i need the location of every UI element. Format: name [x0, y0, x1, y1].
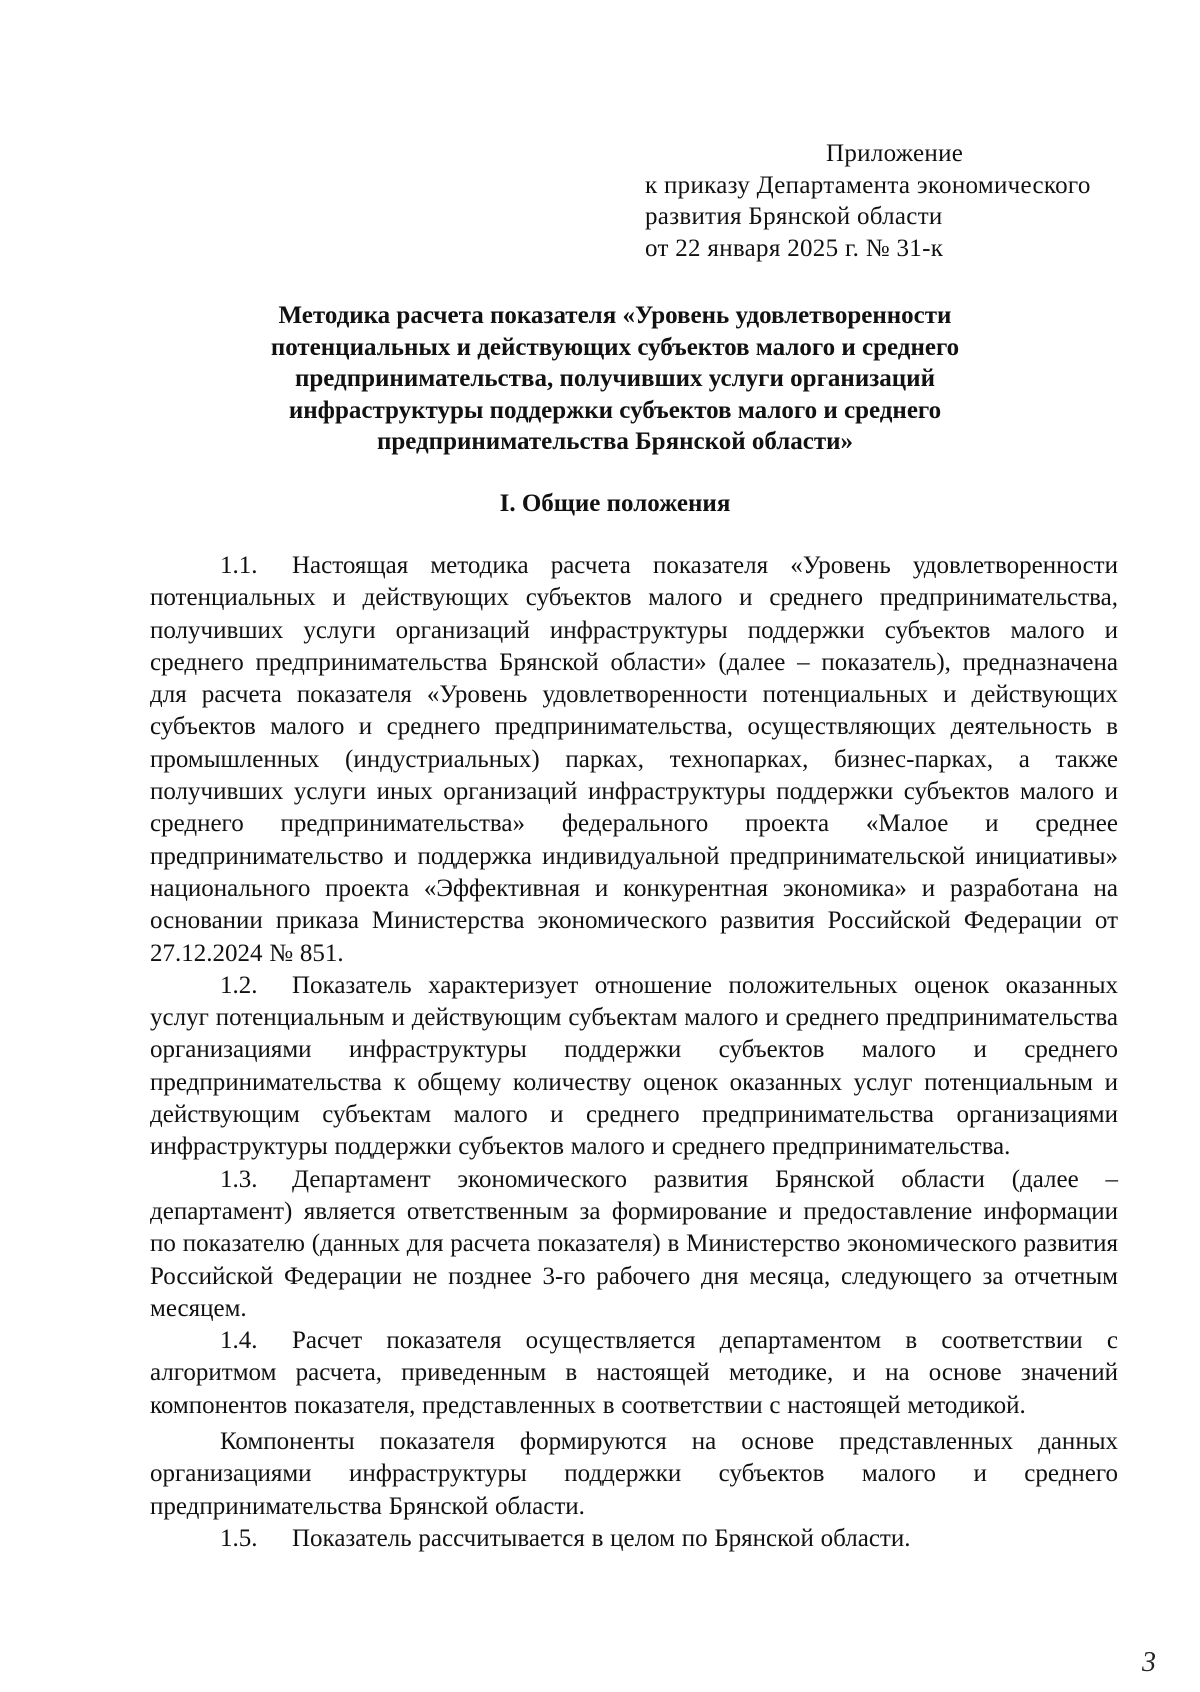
title-line: предпринимательства, получивших услуги организаций: [294, 365, 935, 392]
title-line: потенциальных и действующих субъектов малого и среднего: [270, 333, 960, 361]
appendix-order-line: к приказу Департамента экономического: [645, 171, 1091, 199]
paragraph-number: 1.2.: [220, 971, 258, 999]
paragraph-text: Показатель рассчитывается в целом по Брянской области.: [292, 1524, 911, 1552]
title-line: инфраструктуры поддержки субъектов малого и среднего: [288, 396, 942, 424]
appendix-label: Приложение: [826, 140, 964, 167]
appendix-date-line: от 22 января 2025 г. № 31-к: [645, 234, 944, 262]
paragraph-text: Департамент экономического развития Брянской области (далее – департамент) является ответственным за формирование и предоставление информации по показателю (данных для расчета показателя) в Министерство экономического развития Российской Федерации не позднее 3-го рабочего дня месяца, следующего за отчетным месяцем.: [150, 1165, 1118, 1322]
paragraph-components: [150, 1426, 1118, 1523]
paragraph-1-5: [150, 1523, 1118, 1555]
paragraph-number: 1.5.: [220, 1524, 258, 1552]
page-number: 3: [1142, 1647, 1156, 1678]
paragraph-1-3: [150, 1164, 1118, 1325]
paragraph-text: Настоящая методика расчета показателя «Уровень удовлетворенности потенциальных и действующих субъектов малого и среднего предпринимательства, получивших услуги организаций инфраструктуры поддержки субъектов малого и среднего предпринимательства Брянской области» (далее – показатель), предназначена для расчета показателя «Уровень удовлетворенности потенциальных и действующих субъектов малого и среднего предпринимательства, осуществляющих деятельность в промышленных (индустриальных) парках, технопарках, бизнес-парках, а также получивших услуги иных организаций инфраструктуры поддержки субъектов малого и среднего предпринимательства» федерального проекта «Малое и среднее предпринимательство и поддержка индивидуальной предпринимательской инициативы» национального проекта «Эффективная и конкурентная экономика» и разработана на основании приказа Министерства экономического развития Российской Федерации от 27.12.2024 № 851.: [150, 552, 1118, 967]
paragraph-text: Показатель характеризует отношение положительных оценок оказанных услуг потенциальным и действующим субъектам малого и среднего предпринимательства организациями инфраструктуры поддержки субъектов малого и среднего предпринимательства к общему количеству оценок оказанных услуг потенциальным и действующим субъектам малого и среднего предпринимательства организациями инфраструктуры поддержки субъектов малого и среднего предпринимательства.: [150, 971, 1118, 1161]
paragraph-1-2: [150, 970, 1118, 1164]
paragraph-text: Компоненты показателя формируются на основе представленных данных организациями инфраструктуры поддержки субъектов малого и среднего предпринимательства Брянской области.: [150, 1428, 1118, 1520]
document-body: [150, 550, 1118, 1555]
paragraph-text: Расчет показателя осуществляется департаментом в соответствии с алгоритмом расчета, приведенным в настоящей методике, и на основе значений компонентов показателя, представленных в соответствии с настоящей методикой.: [150, 1327, 1118, 1419]
title-line: предпринимательства Брянской области»: [376, 428, 854, 455]
paragraph-1-4: [150, 1325, 1118, 1422]
paragraph-number: 1.1.: [220, 552, 258, 579]
paragraph-number: 1.3.: [220, 1165, 258, 1193]
paragraph-1-1: [150, 550, 1118, 970]
document-title: [150, 300, 1080, 458]
section-heading: I. Общие положения: [499, 490, 731, 517]
title-line: Методика расчета показателя «Уровень удовлетворенности: [278, 302, 952, 329]
appendix-department-line: развития Брянской области: [645, 203, 943, 230]
appendix-block: [645, 138, 1165, 264]
paragraph-number: 1.4.: [220, 1327, 258, 1355]
